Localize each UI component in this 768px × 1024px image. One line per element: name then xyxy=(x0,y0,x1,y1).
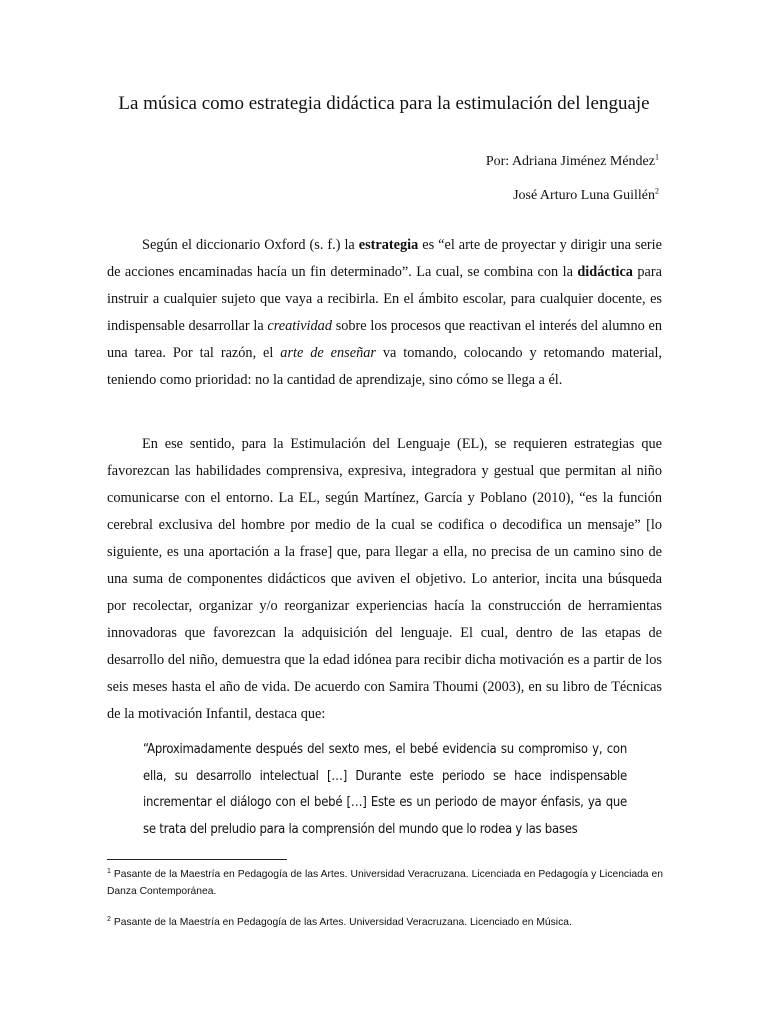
footnote-separator xyxy=(107,859,287,860)
footnote-mark: 1 xyxy=(655,152,659,162)
document-title: La música como estrategia didáctica para la estimulación del lenguaje xyxy=(118,93,650,114)
author-line-2 xyxy=(513,187,659,205)
bold-term-estrategia: estrategia xyxy=(358,237,419,253)
footnote-text: Pasante de la Maestría en Pedagogía de las Artes. Universidad Veracruzana. Licenciado en Música. xyxy=(113,917,572,928)
footnote-2 xyxy=(107,914,663,931)
paragraph-1 xyxy=(107,232,662,394)
footnote-1 xyxy=(107,866,663,900)
bold-term-didactica: didáctica xyxy=(577,264,633,280)
footnote-text: Pasante de la Maestría en Pedagogía de las Artes. Universidad Veracruzana. Licenciada en Pedagogía y Licenciada en Danza Contemporánea. xyxy=(107,869,663,897)
text-run: es “el arte de proyectar y dirigir una serie de acciones encaminadas hacía un fin determinado”. La cual, se combina con la xyxy=(107,237,662,280)
italic-term-arte-de-ensenar: arte de enseñar xyxy=(280,345,376,361)
footnote-mark: 1 xyxy=(107,867,111,875)
text-run: sobre los procesos que reactivan el interés del alumno en una tarea. Por tal razón, el xyxy=(107,318,662,361)
text-run: Según el diccionario Oxford (s. f.) la xyxy=(142,237,359,253)
author-name: José Arturo Luna Guillén xyxy=(513,188,655,203)
block-quote: “Aproximadamente después del sexto mes, el bebé evidencia su compromiso y, con ella, su desarrollo intelectual […] Durante este periodo se hace indispensable incrementar el diálogo con el bebé […] Este es un periodo de mayor énfasis, ya que se trata del preludio para la comprensión del mundo que lo rodea y las bases xyxy=(143,742,627,837)
text-run: para instruir a cualquier sujeto que vaya a recibirla. En el ámbito escolar, para cualquier docente, es indispensable desarrollar la xyxy=(107,264,662,334)
italic-term-creatividad: creatividad xyxy=(267,318,332,334)
footnote-mark: 2 xyxy=(107,915,111,923)
text-run: va tomando, colocando y retomando material, teniendo como prioridad: no la cantidad de aprendizaje, sino cómo se llega a él. xyxy=(107,345,662,388)
author-name: Adriana Jiménez Méndez xyxy=(511,154,655,169)
author-prefix: Por: xyxy=(485,154,512,169)
author-line-1 xyxy=(486,153,659,171)
footnote-mark: 2 xyxy=(655,186,659,196)
paragraph-2: En ese sentido, para la Estimulación del Lenguaje (EL), se requieren estrategias que favorezcan las habilidades comprensiva, expresiva, integradora y gestual que permitan al niño comunicarse con el entorno. La EL, según Martínez, García y Poblano (2010), “es la función cerebral exclusiva del hombre por medio de la cual se codifica o decodifica un mensaje” [lo siguiente, es una aportación a la frase] que, para llegar a ella, no precisa de un camino sino de una suma de componentes didácticos que aviven el objetivo. Lo anterior, incita una búsqueda por recolectar, organizar y/o reorganizar experiencias hacía la construcción de herramientas innovadoras que favorezcan la adquisición del lenguaje. El cual, dentro de las etapas de desarrollo del niño, demuestra que la edad idónea para recibir dicha motivación es a partir de los seis meses hasta el año de vida. De acuerdo con Samira Thoumi (2003), en su libro de Técnicas de la motivación Infantil, destaca que: xyxy=(107,436,662,722)
